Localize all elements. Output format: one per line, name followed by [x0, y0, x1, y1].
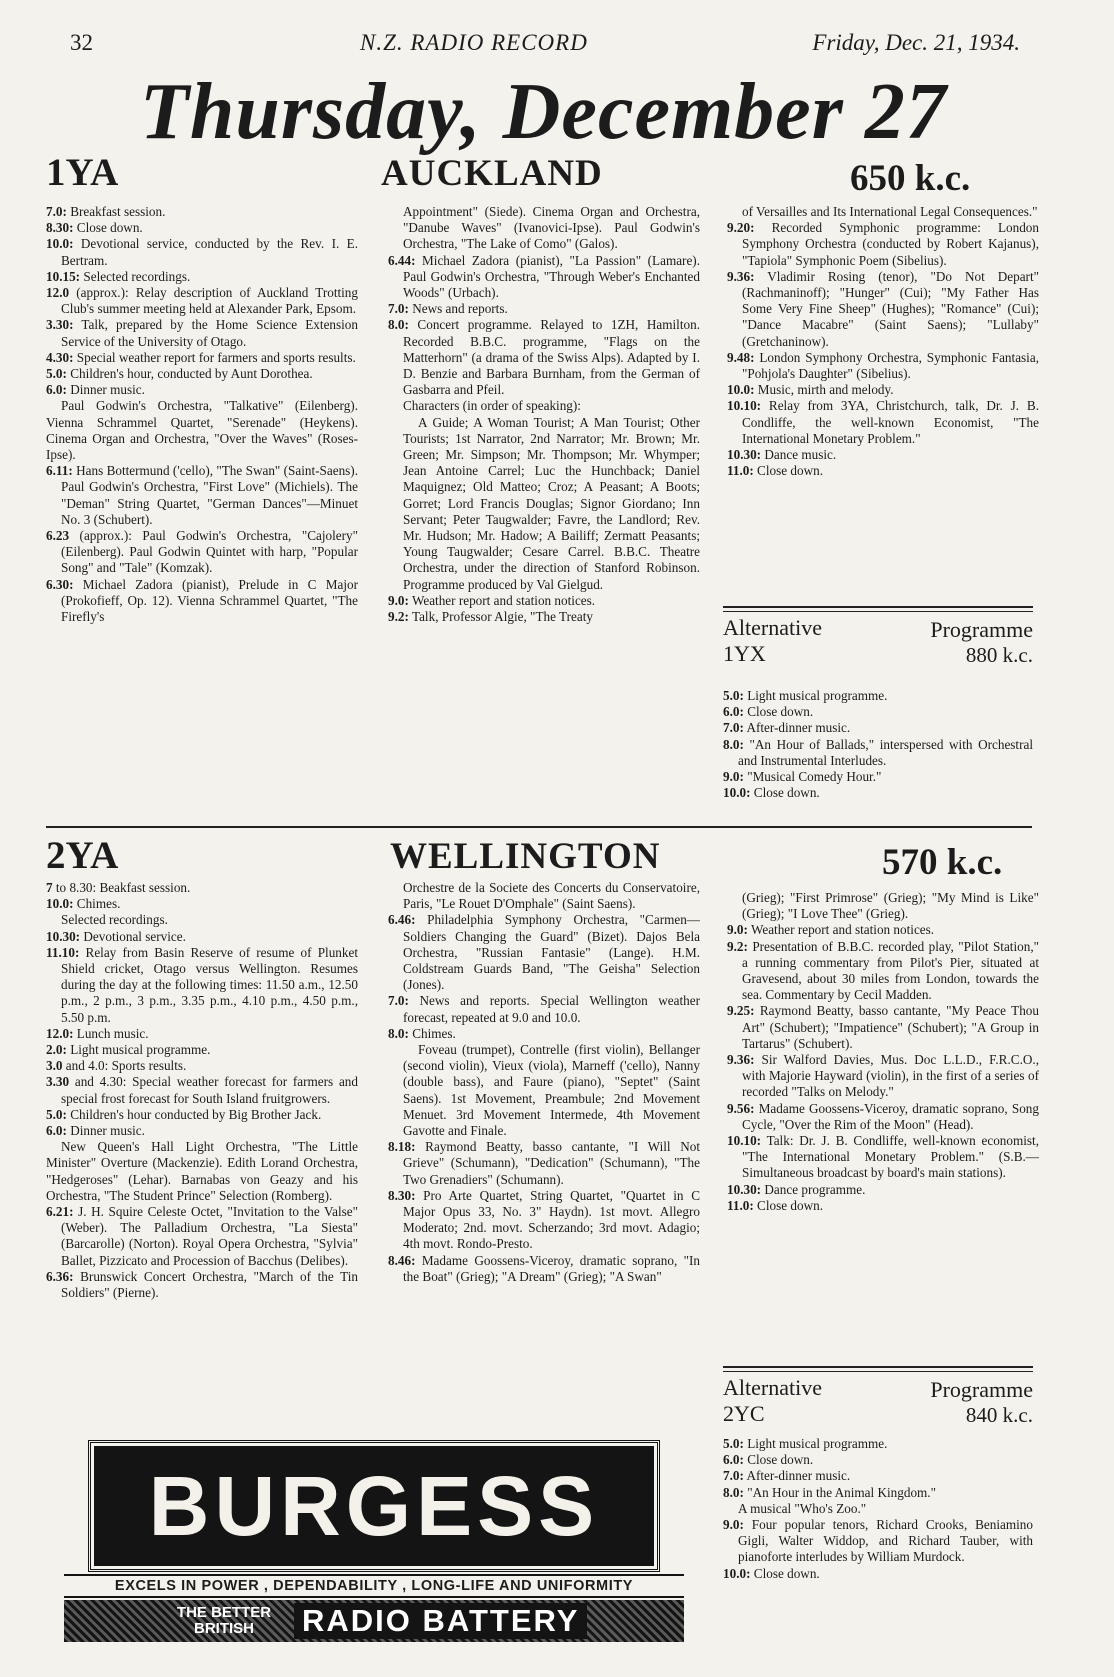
- entry-time: 10.0:: [723, 1565, 751, 1581]
- entry-text: Close down.: [73, 220, 143, 236]
- entry-time: 9.48:: [727, 349, 755, 365]
- entry-text: "Musical Comedy Hour.": [743, 769, 882, 785]
- entry-time: 6.0:: [723, 1452, 744, 1468]
- programme-entry: [727, 890, 1039, 922]
- programme-entry: [46, 912, 358, 928]
- entry-time: 6.11:: [46, 463, 73, 479]
- programme-entry: [46, 398, 358, 463]
- programme-entry: [46, 350, 358, 366]
- entry-time: 9.0:: [727, 922, 748, 938]
- programme-label: Programme: [930, 617, 1033, 642]
- section-divider: [46, 826, 1032, 828]
- entry-time: 6.23: [46, 528, 70, 544]
- programme-entry: [727, 204, 1039, 220]
- programme-entry: [723, 1468, 1033, 1484]
- entry-text: Talk: Dr. J. B. Condliffe, well-known economist, "The International Monetary Problem." (S.B.—Simultaneous broadcast by board's main stations).: [742, 1133, 1039, 1181]
- entry-time: 6.0:: [46, 382, 67, 398]
- entry-time: 7: [46, 880, 53, 895]
- programme-entry: [727, 463, 1039, 479]
- entry-text: News and reports. Special Wellington weather forecast, repeated at 9.0 and 10.0.: [403, 993, 700, 1025]
- alternative-call-2yc: 2YC: [723, 1401, 765, 1426]
- programme-entry: [723, 1501, 1033, 1517]
- entry-time: 5.0:: [723, 1436, 744, 1451]
- entry-time: 8.0:: [723, 736, 744, 752]
- entry-time: 11.0:: [727, 463, 754, 479]
- programme-entry: [388, 1139, 700, 1188]
- programme-entry: [46, 880, 358, 896]
- entry-time: 6.46:: [388, 912, 416, 928]
- schedule-column-2ya-2: [388, 880, 700, 1430]
- entry-text: Special weather report for farmers and sports results.: [73, 349, 356, 365]
- schedule-column-1ya-2: [388, 204, 700, 804]
- entry-text: Devotional service.: [80, 928, 186, 944]
- entry-text: Close down.: [753, 1197, 823, 1213]
- entry-text: Breakfast session.: [66, 204, 166, 219]
- entry-text: Brunswick Concert Orchestra, "March of the Tin Soldiers" (Pierne).: [61, 1268, 358, 1301]
- entry-text: Relay from 3YA, Christchurch, talk, Dr. J. B. Condliffe, the well-known Economist, "The International Monetary Problem.": [742, 398, 1039, 446]
- entry-time: 10.0:: [46, 236, 74, 252]
- station-frequency-2ya: 570 k.c.: [882, 842, 1003, 883]
- programme-entry: [46, 1058, 358, 1074]
- entry-time: 8.30:: [388, 1187, 416, 1203]
- entry-time: 8.46:: [388, 1252, 416, 1268]
- programme-entry: [46, 1107, 358, 1123]
- programme-entry: [46, 204, 358, 220]
- programme-entry: [723, 720, 1033, 736]
- programme-entry: [723, 1566, 1033, 1582]
- programme-entry: [388, 415, 700, 593]
- programme-entry: [388, 993, 700, 1025]
- programme-entry: [388, 301, 700, 317]
- entry-time: 10.15:: [46, 268, 81, 284]
- station-city-wellington: WELLINGTON: [390, 836, 661, 877]
- entry-text: Close down.: [750, 785, 820, 801]
- programme-entry: [388, 912, 700, 993]
- alternative-rule-2yc: [723, 1366, 1033, 1368]
- entry-time: 10.30:: [46, 928, 81, 944]
- programme-entry: [727, 1052, 1039, 1101]
- entry-text: Philadelphia Symphony Orchestra, "Carmen—Soldiers Changing the Guard" (Bizet). Dajos Bela Orchestra, "Russian Fantasie" (Lange). H.M. Coldstream Guards Band, "The Geisha" Selection (Jones).: [403, 912, 700, 993]
- entry-text: A musical "Who's Zoo.": [738, 1500, 867, 1516]
- programme-entry: [46, 269, 358, 285]
- entry-time: 10.0:: [46, 896, 74, 912]
- entry-text: London Symphony Orchestra, Symphonic Fantasia, "Pohjola's Daughter" (Sibelius).: [742, 349, 1039, 382]
- station-call-1ya: 1YA: [46, 151, 119, 194]
- entry-text: Foveau (trumpet), Contrelle (first violin), Bellanger (second violin), Vieux (viola), Marneff ('cello), Nanny (double bass), and Faure (piano), "Septet" (Saint Saens). 1st Movement, Preambule; 2nd Movement Menuet. 3rd Movement Intermede, 4th Movement Gavotte and Finale.: [403, 1042, 700, 1139]
- programme-entry: [723, 1436, 1033, 1452]
- programme-entry: [727, 1101, 1039, 1133]
- programme-entry: [723, 737, 1033, 769]
- entry-text: of Versailles and Its International Legal Consequences.": [742, 204, 1038, 219]
- programme-entry: [727, 220, 1039, 269]
- entry-time: 3.0: [46, 1058, 63, 1074]
- entry-time: 6.0:: [723, 704, 744, 720]
- entry-text: News and reports.: [408, 301, 508, 317]
- programme-entry: [46, 463, 358, 528]
- entry-text: Pro Arte Quartet, String Quartet, "Quartet in C Major Opus 33, No. 3" Haydn). 1st movt. Allegro Moderato; 2nd. movt. Scherzando; 3rd movt. Adagio; 4th movt. Rondo-Presto.: [403, 1187, 700, 1252]
- entry-time: 11.10:: [46, 944, 80, 960]
- programme-entry: [46, 1269, 358, 1301]
- entry-time: 3.30:: [46, 317, 74, 333]
- programme-entry: [723, 704, 1033, 720]
- entry-time: 8.18:: [388, 1139, 416, 1155]
- entry-text: Characters (in order of speaking):: [403, 398, 581, 414]
- programme-entry: [727, 939, 1039, 1004]
- programme-entry: [46, 382, 358, 398]
- station-call-2ya: 2YA: [46, 834, 119, 877]
- entry-text: Michael Zadora (pianist), "La Passion" (Lamare). Paul Godwin's Orchestra, "Through Weber's Enchanted Woods" (Urbach).: [403, 252, 700, 301]
- alternative-schedule-1yx: [723, 688, 1033, 814]
- programme-entry: [46, 1026, 358, 1042]
- entry-time: 6.21:: [46, 1204, 74, 1220]
- entry-text: Weather report and station notices.: [747, 922, 935, 938]
- entry-text: Sir Walford Davies, Mus. Doc L.L.D., F.R.C.O., with Majorie Hayward (violin), in the first of a series of recorded "Talks on Melody.": [742, 1052, 1039, 1100]
- programme-entry: [388, 609, 700, 625]
- entry-text: Michael Zadora (pianist), Prelude in C Major (Prokofieff, Op. 12). Vienna Schrammel Quartet, "The Firefly's: [61, 576, 358, 625]
- programme-entry: [727, 382, 1039, 398]
- entry-time: 7.0:: [388, 993, 409, 1009]
- programme-entry: [727, 350, 1039, 382]
- programme-entry: [46, 220, 358, 236]
- entry-text: and 4.0: Sports results.: [62, 1058, 187, 1074]
- entry-text: Music, mirth and melody.: [754, 382, 894, 398]
- entry-text: Appointment" (Siede). Cinema Organ and Orchestra, "Danube Waves" (Ivanovici-Ipse). Paul Godwin's Orchestra, "The Lake of Como" (Galos).: [403, 204, 700, 252]
- entry-time: 5.0:: [723, 688, 744, 703]
- entry-text: Chimes.: [73, 896, 121, 912]
- programme-entry: [388, 593, 700, 609]
- programme-entry: [46, 945, 358, 1026]
- day-title: Thursday, December 27: [140, 68, 947, 156]
- programme-entry: [46, 1074, 358, 1106]
- entry-text: (approx.): Relay description of Auckland Trotting Club's summer meeting held at Alexander Park, Epsom.: [61, 285, 358, 317]
- entry-time: 7.0:: [723, 720, 744, 736]
- entry-time: 6.0:: [46, 1123, 67, 1139]
- entry-text: Orchestre de la Societe des Concerts du Conservatoire, Paris, "Le Rouet D'Omphale" (Saint Saens).: [403, 880, 700, 912]
- entry-text: Recorded Symphonic programme: London Symphony Orchestra (conducted by Robert Kajanus), "Tapiola" Symphonic Poem (Sibelius).: [742, 220, 1039, 268]
- alternative-rule-2yc-thin: [723, 1371, 1033, 1372]
- entry-text: and 4.30: Special weather forecast for farmers and special frost forecast for South Island fruitgrowers.: [61, 1074, 358, 1106]
- advert-brand: BURGESS: [94, 1446, 654, 1566]
- entry-text: Talk, Professor Algie, "The Treaty: [408, 609, 593, 625]
- entry-time: 6.36:: [46, 1268, 74, 1284]
- issue-date: Friday, Dec. 21, 1934.: [812, 30, 1020, 55]
- entry-text: to 8.30: Beakfast session.: [52, 880, 191, 895]
- entry-text: J. H. Squire Celeste Octet, "Invitation to the Valse" (Weber). The Palladium Orchestra, "La Siesta" (Barcarolle) (Norton). Royal Opera Orchestra, "Sylvia" Ballet, Pizzicato and Procession of Bacchus (Delibes).: [61, 1204, 358, 1268]
- entry-text: Children's hour, conducted by Aunt Dorothea.: [66, 366, 313, 382]
- alternative-frequency-1yx: 880 k.c.: [965, 643, 1033, 667]
- entry-time: 6.30:: [46, 576, 74, 592]
- entry-text: Raymond Beatty, basso cantante, "My Peace Thou Art" (Schubert); "Impatience" (Schubert); "A Group in Tartarus" (Schubert).: [742, 1003, 1039, 1051]
- alternative-label: Alternative: [723, 1375, 822, 1400]
- alternative-programme-heading-1yx: [723, 615, 1033, 675]
- entry-time: 9.0:: [388, 592, 409, 608]
- entry-text: Light musical programme.: [743, 1436, 888, 1451]
- station-city-auckland: AUCKLAND: [381, 153, 603, 194]
- entry-text: Close down.: [750, 1565, 820, 1581]
- programme-entry: [46, 317, 358, 349]
- entry-text: Chimes.: [408, 1025, 456, 1041]
- programme-entry: [723, 1452, 1033, 1468]
- entry-text: Close down.: [743, 1452, 814, 1468]
- entry-time: 7.0:: [723, 1468, 744, 1484]
- schedule-column-2ya-1: [46, 880, 358, 1430]
- publication-name: N.Z. RADIO RECORD: [360, 30, 588, 55]
- programme-entry: [723, 785, 1033, 801]
- programme-entry: [388, 880, 700, 912]
- entry-time: 10.30:: [727, 447, 762, 463]
- programme-entry: [388, 398, 700, 414]
- entry-time: 10.0:: [727, 382, 755, 398]
- schedule-column-2ya-3: [727, 890, 1039, 1356]
- alternative-rule-1yx-thin: [723, 611, 1033, 612]
- entry-text: "An Hour of Ballads," interspersed with Orchestral and Instrumental Interludes.: [738, 736, 1033, 768]
- entry-text: Dance programme.: [761, 1181, 866, 1197]
- entry-text: Dinner music.: [66, 382, 145, 398]
- entry-text: Dinner music.: [66, 1123, 145, 1139]
- programme-entry: [727, 269, 1039, 350]
- programme-entry: [727, 1133, 1039, 1182]
- programme-entry: [727, 1182, 1039, 1198]
- alternative-call-1yx: 1YX: [723, 641, 766, 666]
- entry-time: 10.30:: [727, 1181, 762, 1197]
- entry-time: 9.36:: [727, 1052, 755, 1068]
- entry-text: Selected recordings.: [80, 268, 191, 284]
- advert-product: RADIO BATTERY: [294, 1603, 587, 1639]
- programme-entry: [46, 285, 358, 317]
- schedule-column-1ya-1: [46, 204, 358, 804]
- entry-time: 12.0:: [46, 1025, 74, 1041]
- entry-time: 8.30:: [46, 220, 74, 236]
- programme-entry: [723, 688, 1033, 704]
- entry-text: (approx.): Paul Godwin's Orchestra, "Cajolery" (Eilenberg). Paul Godwin Quintet with harp, "Popular Song" and "Tale" (Komzak).: [61, 528, 358, 576]
- entry-text: After-dinner music.: [743, 1468, 851, 1484]
- entry-time: 9.0:: [723, 769, 744, 785]
- entry-text: Devotional service, conducted by the Rev. I. E. Bertram.: [61, 236, 358, 268]
- entry-text: After-dinner music.: [743, 720, 851, 736]
- burgess-advertisement: [64, 1440, 684, 1642]
- programme-entry: [727, 398, 1039, 447]
- entry-time: 8.0:: [723, 1484, 744, 1500]
- programme-entry: [727, 447, 1039, 463]
- entry-time: 9.0:: [723, 1517, 744, 1533]
- programme-entry: [727, 1003, 1039, 1052]
- programme-entry: [723, 1517, 1033, 1566]
- programme-entry: [46, 236, 358, 268]
- programme-entry: [46, 1204, 358, 1269]
- programme-entry: [46, 929, 358, 945]
- entry-text: Presentation of B.B.C. recorded play, "Pilot Station," a running commentary from Pilot's Pier, situated at Gravesend, about 30 miles from London, towards the sea. Commentary by Cecil Madden.: [742, 938, 1039, 1003]
- entry-time: 3.30: [46, 1074, 70, 1090]
- advert-slogan: EXCELS IN POWER , DEPENDABILITY , LONG-LIFE AND UNIFORMITY: [64, 1574, 684, 1598]
- programme-entry: [388, 253, 700, 302]
- programme-entry: [46, 1139, 358, 1204]
- programme-entry: [388, 1188, 700, 1253]
- programme-entry: [46, 577, 358, 626]
- alternative-frequency-2yc: 840 k.c.: [965, 1403, 1033, 1427]
- page-header: [70, 30, 1020, 60]
- programme-entry: [723, 769, 1033, 785]
- entry-text: Selected recordings.: [61, 912, 168, 928]
- entry-time: 5.0:: [46, 1106, 67, 1122]
- entry-time: 9.2:: [727, 938, 748, 954]
- entry-text: New Queen's Hall Light Orchestra, "The Little Minister" Overture (Mackenzie). Edith Lorand Orchestra, "Hedgeroses" (Lehar). Barnabas von Geazy and his Orchestra, "The Student Prince" Selection (Romberg).: [46, 1139, 358, 1203]
- entry-text: Raymond Beatty, basso cantante, "I Will Not Grieve" (Schumann), "Dedication" (Schumann), "The Two Grenadiers" (Schumann).: [403, 1139, 700, 1187]
- alternative-programme-heading-2yc: [723, 1375, 1033, 1435]
- programme-entry: [723, 1485, 1033, 1501]
- programme-entry: [46, 366, 358, 382]
- entry-text: Weather report and station notices.: [408, 592, 596, 608]
- entry-text: Light musical programme.: [743, 688, 888, 703]
- programme-entry: [46, 1123, 358, 1139]
- alternative-rule-1yx: [723, 606, 1033, 608]
- entry-time: 5.0:: [46, 366, 67, 382]
- entry-time: 6.44:: [388, 252, 416, 268]
- alternative-schedule-2yc: [723, 1436, 1033, 1636]
- entry-time: 9.20:: [727, 220, 755, 236]
- entry-time: 4.30:: [46, 349, 74, 365]
- entry-time: 8.0:: [388, 317, 409, 333]
- entry-text: Lunch music.: [73, 1025, 149, 1041]
- schedule-column-1ya-3: [727, 204, 1039, 596]
- programme-label: Programme: [930, 1377, 1033, 1402]
- entry-time: 9.25:: [727, 1003, 755, 1019]
- station-frequency-1ya: 650 k.c.: [850, 158, 971, 199]
- advert-banner: [64, 1600, 684, 1642]
- entry-time: 7.0:: [388, 301, 409, 317]
- programme-entry: [388, 317, 700, 398]
- entry-time: 9.56:: [727, 1100, 755, 1116]
- entry-text: Dance music.: [761, 447, 837, 463]
- page-number: 32: [70, 30, 93, 55]
- programme-entry: [727, 922, 1039, 938]
- entry-time: 9.36:: [727, 268, 755, 284]
- programme-entry: [388, 204, 700, 253]
- programme-entry: [388, 1253, 700, 1285]
- entry-time: 11.0:: [727, 1197, 754, 1213]
- programme-entry: [46, 896, 358, 912]
- advert-tagline: THE BETTER BRITISH: [176, 1604, 272, 1637]
- entry-text: Relay from Basin Reserve of resume of Plunket Shield cricket, Otago versus Wellington. Resumes during the day at the following times: 11.50 a.m., 12.50 p.m., 2 p.m., 3 p.m., 3.35 p.m., 4.10 p.m., 4.50 p.m., 5.50 p.m.: [61, 944, 358, 1025]
- entry-text: Four popular tenors, Richard Crooks, Beniamino Gigli, Walter Widdop, and Richard Tauber, with pianoforte interludes by William Murdock.: [738, 1517, 1033, 1565]
- entry-time: 10.0:: [723, 785, 751, 801]
- programme-entry: [388, 1042, 700, 1139]
- entry-time: 8.0:: [388, 1025, 409, 1041]
- entry-text: Talk, prepared by the Home Science Extension Service of the University of Otago.: [61, 317, 358, 349]
- entry-text: Concert programme. Relayed to 1ZH, Hamilton. Recorded B.B.C. programme, "Flags on the Matterhorn" (a drama of the Swiss Alps). Adapted by I. D. Benzie and Barbara Burnham, from the German of Gasbarra and Pfeil.: [403, 317, 700, 398]
- entry-text: Close down.: [753, 463, 823, 479]
- programme-entry: [727, 1198, 1039, 1214]
- programme-entry: [46, 1042, 358, 1058]
- entry-text: A Guide; A Woman Tourist; A Man Tourist; Other Tourists; 1st Narrator, 2nd Narrator; Mr. Brown; Mr. Green; Mr. Simpson; Mr. Thompson; Mr. Whymper; Jean Antoine Carrel; Luc the Hunchback; Daniel Maquignez; Old Matteo; Croz; A Peasant; A Boots; Gorret; Lord Francis Douglas; Signor Giordano; Inn Servant; Peter Taugwalder; Favre, the Landlord; Rev. Mr. Hudson; Mr. Hadow; A Bailiff; Zermatt Peasants; Young Taugwalder; Cesare Carrel. B.B.C. Theatre Orchestra, under the direction of Stanford Robinson. Programme produced by Val Gielgud.: [403, 414, 700, 592]
- entry-text: Light musical programme.: [66, 1042, 211, 1058]
- alternative-label: Alternative: [723, 615, 822, 640]
- entry-text: Paul Godwin's Orchestra, "Talkative" (Eilenberg). Vienna Schrammel Quartet, "Serenade" (Heykens). Cinema Organ and Orchestra, "Over the Waves" (Roses-Ipse).: [46, 398, 358, 463]
- entry-time: 9.2:: [388, 609, 409, 625]
- entry-text: Vladimir Rosing (tenor), "Do Not Depart" (Rachmaninoff); "Hunger" (Cui); "My Father Has Some Very Fine Sheep" (Hughes); "Romance" (Cui); "Dance Macabre" (Saint Saens); "Lullaby" (Gretchaninow).: [742, 268, 1039, 349]
- programme-entry: [388, 1026, 700, 1042]
- entry-time: 7.0:: [46, 204, 67, 219]
- entry-text: Hans Bottermund ('cello), "The Swan" (Saint-Saens). Paul Godwin's Orchestra, "First Love" (Michiels). The "Deman" String Quartet, "German Dances"—Minuet No. 3 (Schubert).: [61, 463, 358, 527]
- entry-text: Madame Goossens-Viceroy, dramatic soprano, "In the Boat" (Grieg); "A Dream" (Grieg); "A Swan": [403, 1252, 700, 1284]
- programme-entry: [46, 528, 358, 577]
- entry-text: "An Hour in the Animal Kingdom.": [743, 1484, 936, 1500]
- entry-text: (Grieg); "First Primrose" (Grieg); "My Mind is Like" (Grieg); "I Love Thee" (Grieg).: [742, 890, 1039, 922]
- entry-time: 2.0:: [46, 1042, 67, 1058]
- entry-time: 12.0: [46, 285, 70, 301]
- entry-time: 10.10:: [727, 398, 762, 414]
- entry-text: Close down.: [743, 704, 814, 720]
- entry-text: Madame Goossens-Viceroy, dramatic soprano, Song Cycle, "Over the Rim of the Moon" (Head).: [742, 1100, 1039, 1132]
- entry-text: Children's hour conducted by Big Brother Jack.: [66, 1106, 322, 1122]
- entry-time: 10.10:: [727, 1133, 762, 1149]
